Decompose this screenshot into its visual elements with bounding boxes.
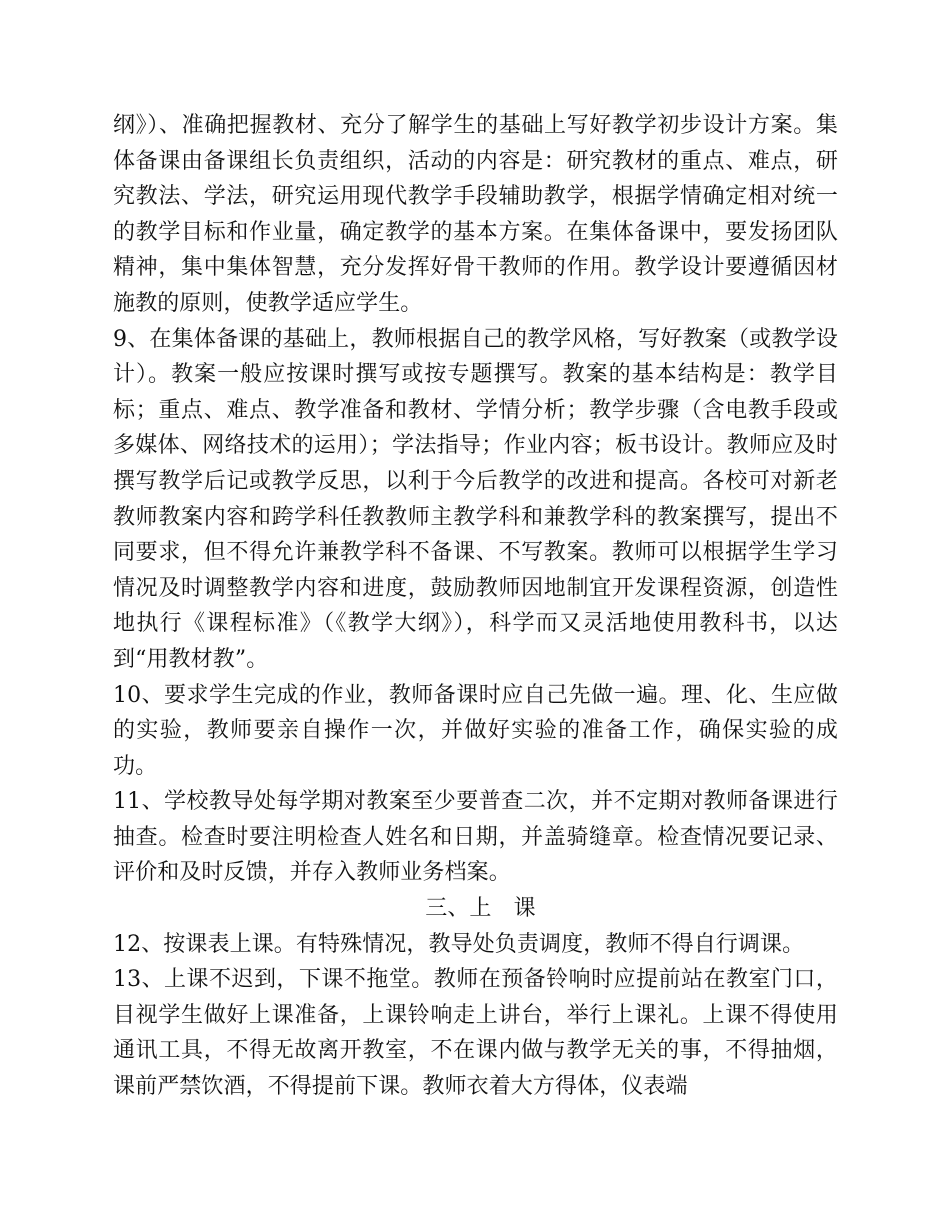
paragraph-item-12: 12、按课表上课。有特殊情况，教导处负责调度，教师不得自行调课。	[113, 931, 805, 957]
paragraph-lesson-prep-continued: 纲》）、准确把握教材、充分了解学生的基础上写好教学初步设计方案。集体备课由备课组长负责组织，活动的内容是：研究教材的重点、难点，研究教法、学法，研究运用现代教学手段辅助教学，根据学情确定相对统一的教学目标和作业量，确定教学的基本方案。在集体备课中，要发扬团队精神，集中集体智慧，充分发挥好骨干教师的作用。教学设计要遵循因材施教的原则，使教学适应学生。	[113, 113, 838, 316]
section-heading-teaching: 三、上 课	[425, 896, 536, 922]
document-body	[113, 108, 838, 1105]
paragraph-item-9: 9、在集体备课的基础上，教师根据自己的教学风格，写好教案（或教学设计）。教案一般应按课时撰写或按专题撰写。教案的基本结构是：教学目标；重点、难点、教学准备和教材、学情分析；教学步骤（含电教手段或多媒体、网络技术的运用）；学法指导；作业内容；板书设计。教师应及时撰写教学后记或教学反思，以利于今后教学的改进和提高。各校可对新老教师教案内容和跨学科任教教师主教学科和兼教学科的教案撰写，提出不同要求，但不得允许兼教学科不备课、不写教案。教师可以根据学生学习情况及时调整教学内容和进度，鼓励教师因地制宜开发课程资源，创造性地执行《课程标准》（《教学大纲》），科学而又灵活地使用教科书，以达到“用教材教”。	[113, 326, 838, 672]
paragraph-item-11: 11、学校教导处每学期对教案至少要普查二次，并不定期对教师备课进行抽查。检查时要注明检查人姓名和日期，并盖骑缝章。检查情况要记录、评价和及时反馈，并存入教师业务档案。	[113, 789, 838, 886]
paragraph-item-13: 13、上课不迟到，下课不拖堂。教师在预备铃响时应提前站在教室门口，目视学生做好上课准备，上课铃响走上讲台，举行上课礼。上课不得使用通讯工具，不得无故离开教室，不在课内做与教学无关的事，不得抽烟，课前严禁饮酒，不得提前下课。教师衣着大方得体，仪表端	[113, 967, 838, 1100]
paragraph-item-10: 10、要求学生完成的作业，教师备课时应自己先做一遍。理、化、生应做的实验，教师要亲自操作一次，并做好实验的准备工作，确保实验的成功。	[113, 682, 838, 779]
